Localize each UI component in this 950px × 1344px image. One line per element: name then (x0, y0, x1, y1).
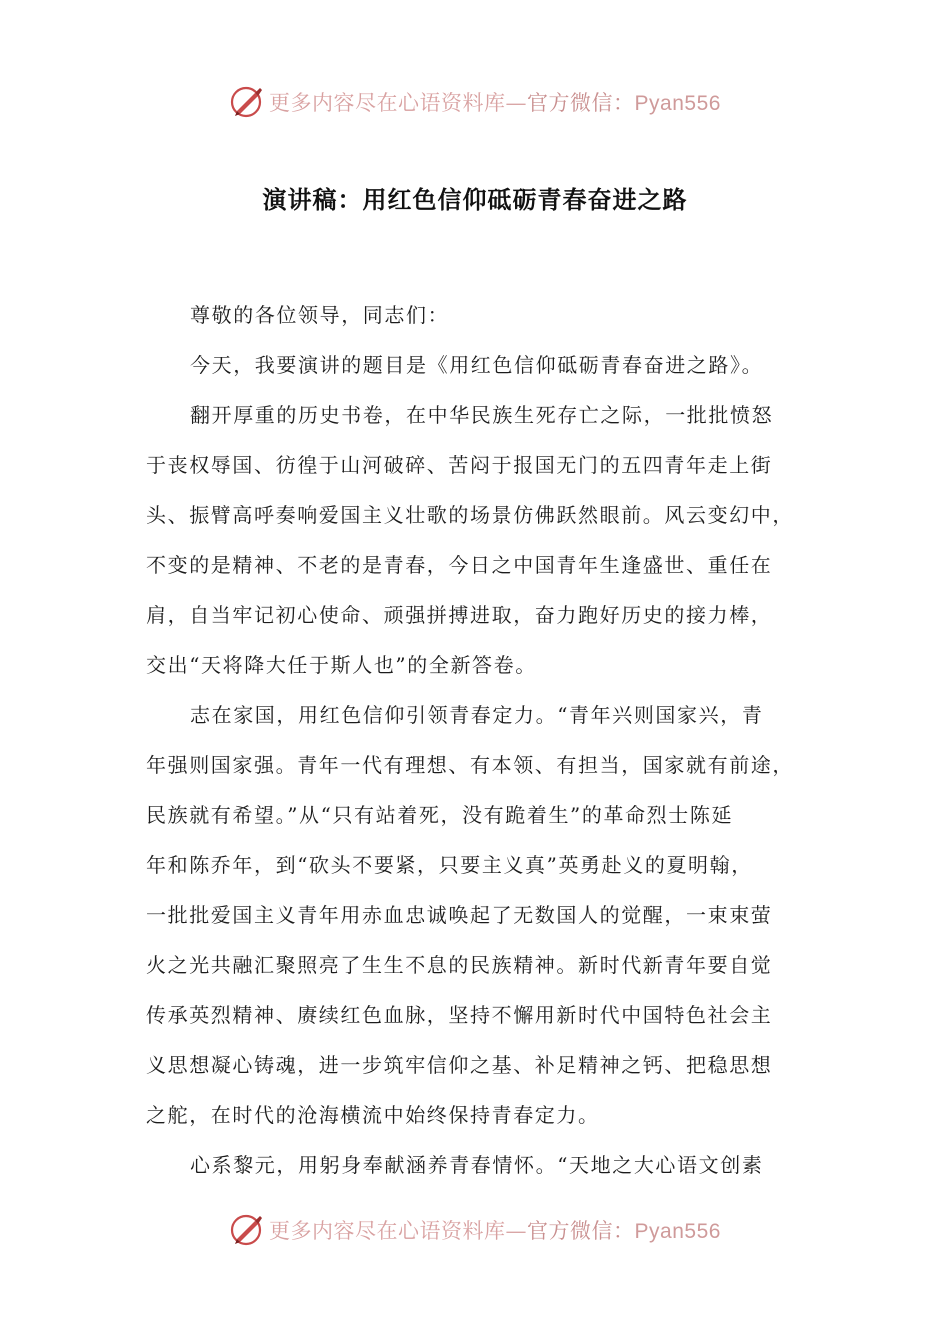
paragraph-line: 尊敬的各位领导，同志们： (190, 303, 450, 327)
paragraph-line: 今天，我要演讲的题目是《用红色信仰砥砺青春奋进之路》。 (190, 353, 764, 377)
paragraph-line: 年和陈乔年，到“砍头不要紧，只要主义真”英勇赴义的夏明翰， (146, 853, 753, 877)
paragraph-line: 年强则国家强。青年一代有理想、有本领、有担当，国家就有前途， (146, 753, 794, 777)
paragraph-line: 火之光共融汇聚照亮了生生不息的民族精神。新时代新青年要自觉 (146, 953, 773, 977)
paragraph-line: 肩，自当牢记初心使命、顽强拼搏进取，奋力跑好历史的接力棒， (146, 603, 773, 627)
header-dash: — (505, 91, 528, 115)
footer-wechat-id: Pyan556 (634, 1220, 721, 1243)
footer-banner (0, 1210, 950, 1250)
paragraph-line: 于丧权辱国、彷徨于山河破碎、苦闷于报国无门的五四青年走上街 (146, 453, 773, 477)
header-banner (0, 82, 950, 122)
footer-brand: 更多内容尽在心语资料库 (269, 1219, 506, 1243)
paragraph-line: 志在家国，用红色信仰引领青春定力。“青年兴则国家兴，青 (190, 703, 764, 727)
paragraph-line: 交出“天将降大任于斯人也”的全新答卷。 (146, 653, 537, 677)
header-wechat-id: Pyan556 (634, 92, 721, 115)
paragraph-line: 义思想凝心铸魂，进一步筑牢信仰之基、补足精神之钙、把稳思想 (146, 1053, 773, 1077)
paragraph-line: 一批批爱国主义青年用赤血忠诚唤起了无数国人的觉醒，一束束萤 (146, 903, 773, 927)
paragraph-line: 不变的是精神、不老的是青春，今日之中国青年生逢盛世、重任在 (146, 553, 773, 577)
footer-wechat-label: 官方微信： (527, 1219, 635, 1243)
footer-dash: — (505, 1219, 528, 1243)
header-wechat-label: 官方微信： (527, 91, 635, 115)
paragraph-line: 之舵，在时代的沧海横流中始终保持青春定力。 (146, 1103, 600, 1127)
quill-pen-logo-icon (229, 84, 265, 120)
paragraph-line: 头、振臂高呼奏响爱国主义壮歌的场景仿佛跃然眼前。风云变幻中， (146, 503, 794, 527)
paragraph-line: 翻开厚重的历史书卷，在中华民族生死存亡之际，一批批愤怒 (190, 403, 774, 427)
paragraph-line: 心系黎元，用躬身奉献涵养青春情怀。“天地之大心语文创素 (190, 1153, 764, 1177)
paragraph-line: 民族就有希望。”从“只有站着死，没有跪着生”的革命烈士陈延 (146, 803, 734, 827)
header-banner-text (269, 87, 721, 117)
footer-banner-text (269, 1215, 721, 1245)
document-body (146, 290, 826, 1190)
quill-pen-logo-icon (229, 1212, 265, 1248)
document-title: 演讲稿：用红色信仰砥砺青春奋进之路 (262, 186, 688, 214)
header-brand: 更多内容尽在心语资料库 (269, 91, 506, 115)
paragraph-line: 传承英烈精神、赓续红色血脉，坚持不懈用新时代中国特色社会主 (146, 1003, 773, 1027)
